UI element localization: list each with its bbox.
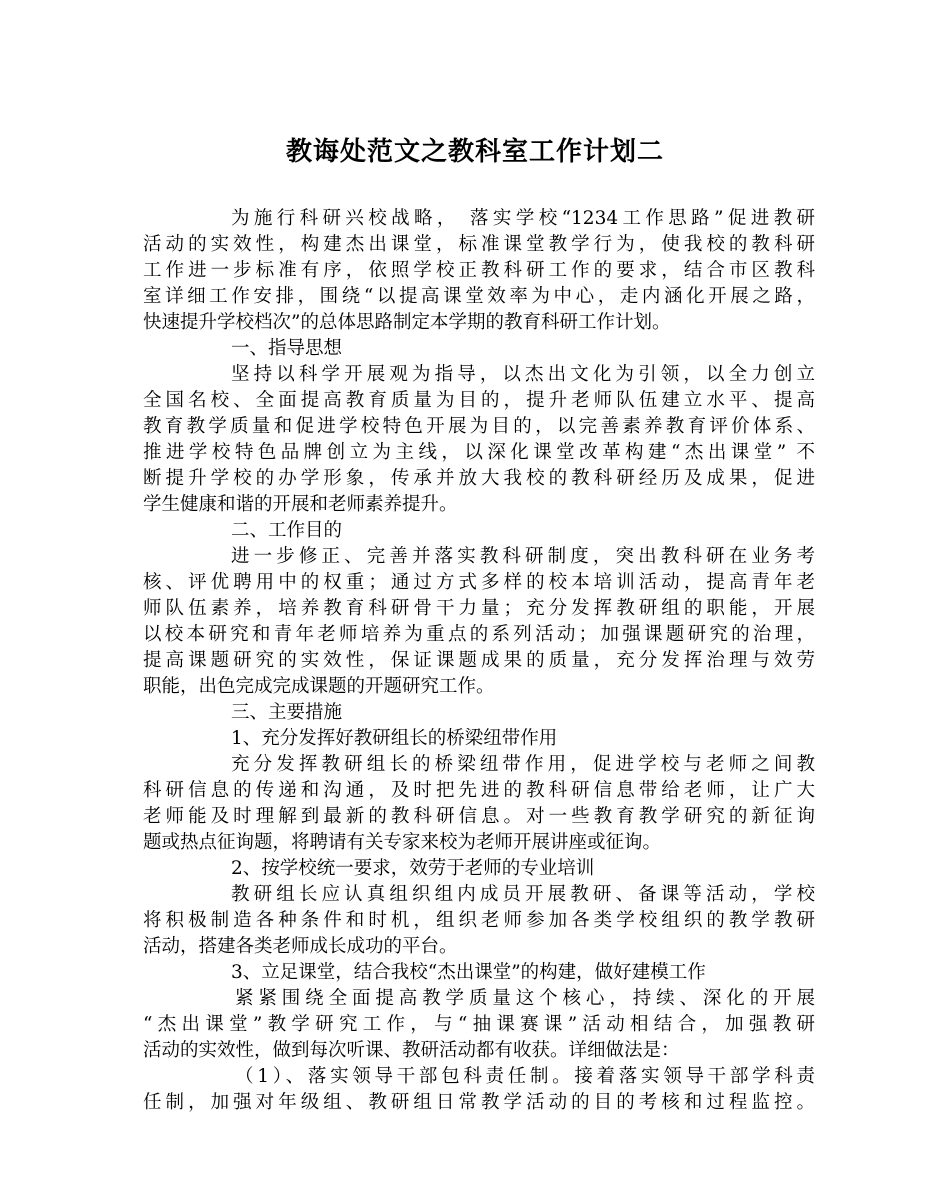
paragraph-line: 以校本研究和青年老师培养为重点的系列活动；加强课题研究的治理， (143, 624, 815, 645)
paragraph-line: （1）、落实领导干部包科责任制。接着落实领导干部学科责 (235, 1066, 815, 1087)
section-heading: 二、工作目的 (231, 520, 343, 541)
section-heading: 一、指导思想 (231, 338, 343, 359)
paragraph-line: 坚持以科学开展观为指导，以杰出文化为引领，以全力创立 (231, 364, 815, 385)
subsection-heading: 3、立足课堂，结合我校“杰出课堂”的构建，做好建模工作 (231, 962, 706, 983)
paragraph-line: 活动，搭建各类老师成长成功的平台。 (143, 936, 458, 957)
subsection-heading: 2、按学校统一要求，效劳于老师的专业培训 (231, 858, 595, 879)
paragraph-line: 活动的实效性，构建杰出课堂，标准课堂教学行为，使我校的教科研 (143, 234, 815, 255)
paragraph-line: 工作进一步标准有序，依照学校正教科研工作的要求，结合市区教科 (143, 260, 815, 281)
paragraph-line: 科研信息的传递和沟通，及时把先进的教科研信息带给老师，让广大 (143, 780, 815, 801)
paragraph-line: 推进学校特色品牌创立为主线，以深化课堂改革构建“杰出课堂” 不 (143, 442, 815, 463)
paragraph-line: 职能，出色完成完成课题的开题研究工作。 (143, 676, 495, 697)
document-body (143, 206, 815, 1116)
document-title: 教诲处范文之教科室工作计划二 (285, 137, 664, 167)
paragraph-line: 进一步修正、完善并落实教科研制度，突出教科研在业务考 (231, 546, 815, 567)
paragraph-line: 教研组长应认真组织组内成员开展教研、备课等活动，学校 (231, 884, 815, 905)
paragraph-line: 老师能及时理解到最新的教科研信息。对一些教育教学研究的新征询 (143, 806, 815, 827)
paragraph-line: 学生健康和谐的开展和老师素养提升。 (143, 494, 458, 515)
paragraph-line: 活动的实效性，做到每次听课、教研活动都有收获。详细做法是： (143, 1040, 680, 1061)
paragraph-line: 师队伍素养，培养教育科研骨干力量；充分发挥教研组的职能，开展 (143, 598, 815, 619)
paragraph-line: 快速提升学校档次”的总体思路制定本学期的教育科研工作计划。 (143, 312, 671, 333)
section-heading: 三、主要措施 (231, 702, 343, 723)
paragraph-line: 室详细工作安排，围绕“以提高课堂效率为中心，走内涵化开展之路， (143, 286, 815, 307)
paragraph-line: 充分发挥教研组长的桥梁纽带作用，促进学校与老师之间教 (231, 754, 815, 775)
paragraph-line: 提高课题研究的实效性，保证课题成果的质量，充分发挥治理与效劳 (143, 650, 815, 671)
paragraph-line: 任制，加强对年级组、教研组日常教学活动的目的考核和过程监控。 (143, 1092, 815, 1113)
paragraph-line: 断提升学校的办学形象，传承并放大我校的教科研经历及成果，促进 (143, 468, 815, 489)
paragraph-line: 全国名校、全面提高教育质量为目的，提升老师队伍建立水平、提高 (143, 390, 815, 411)
paragraph-line: 紧紧围绕全面提高教学质量这个核心，持续、深化的开展 (235, 988, 815, 1009)
paragraph-line: 教育教学质量和促进学校特色开展为目的，以完善素养教育评价体系、 (143, 416, 815, 437)
paragraph-line: 为施行科研兴校战略， 落实学校“1234工作思路”促进教研 (231, 208, 815, 229)
paragraph-line: 核、评优聘用中的权重；通过方式多样的校本培训活动，提高青年老 (143, 572, 815, 593)
paragraph-line: 题或热点征询题，将聘请有关专家来校为老师开展讲座或征询。 (143, 832, 662, 853)
paragraph-line: “杰出课堂”教学研究工作，与“抽课赛课”活动相结合，加强教研 (143, 1014, 815, 1035)
paragraph-line: 将积极制造各种条件和时机，组织老师参加各类学校组织的教学教研 (143, 910, 815, 931)
subsection-heading: 1、充分发挥好教研组长的桥梁纽带作用 (231, 728, 558, 749)
